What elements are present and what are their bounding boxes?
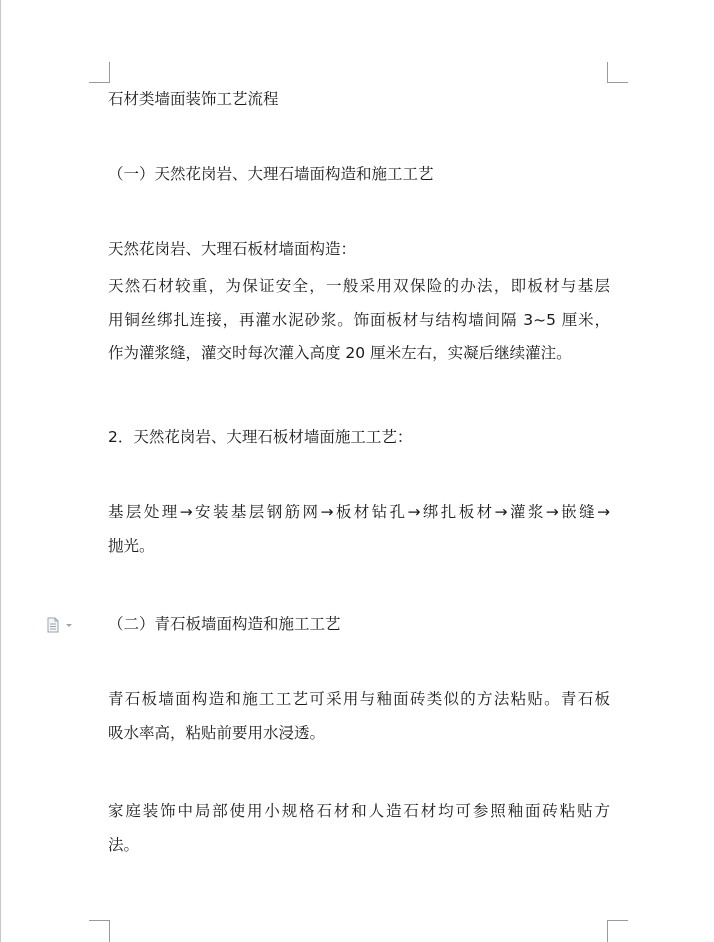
sub1-body-line-3: 作为灌浆缝，灌交时每次灌入高度 20 厘米左右，实凝后继续灌注。 [108, 344, 572, 362]
sub1-body-line-1: 天然石材较重，为保证安全，一般采用双保险的办法，即板材与基层 [108, 277, 610, 295]
sub2-heading: 2．天然花岗岩、大理石板材墙面施工工艺： [108, 428, 413, 446]
sub1-body [108, 270, 610, 371]
sub2-body-line-2: 抛光。 [108, 536, 155, 555]
section2-heading: （二）青石板墙面构造和施工工艺 [108, 615, 341, 633]
closing-body-line-1: 家庭装饰中局部使用小规格石材和人造石材均可参照釉面砖粘贴方 [108, 802, 610, 820]
margin-corner-bottom-right [607, 920, 628, 942]
sub1-body-line-2: 用铜丝绑扎连接，再灌水泥砂浆。饰面板材与结构墙间隔 3~5 厘米， [108, 310, 610, 329]
sub2-body-line-1: 基层处理→安装基层钢筋网→板材钻孔→绑扎板材→灌浆→嵌缝→ [108, 503, 610, 521]
section2-body [108, 683, 610, 750]
section1-heading: （一）天然花岗岩、大理石墙面构造和施工工艺 [108, 165, 434, 183]
margin-corner-top-left [89, 62, 110, 83]
document-title: 石材类墙面装饰工艺流程 [108, 90, 279, 108]
document-icon-graphic [46, 617, 76, 633]
margin-corner-top-right [607, 62, 628, 83]
document-icon[interactable] [46, 617, 76, 633]
sub2-body [108, 496, 610, 563]
section2-body-line-1: 青石板墙面构造和施工工艺可采用与釉面砖类似的方法粘贴。青石板 [108, 690, 610, 708]
section2-body-line-2: 吸水率高，粘贴前要用水浸透。 [108, 723, 326, 742]
margin-corner-bottom-left [89, 920, 110, 942]
closing-body [108, 795, 610, 862]
closing-body-line-2: 法。 [108, 835, 140, 854]
sub1-heading: 天然花岗岩、大理石板材墙面构造： [108, 240, 357, 258]
page-left-edge [0, 0, 1, 942]
